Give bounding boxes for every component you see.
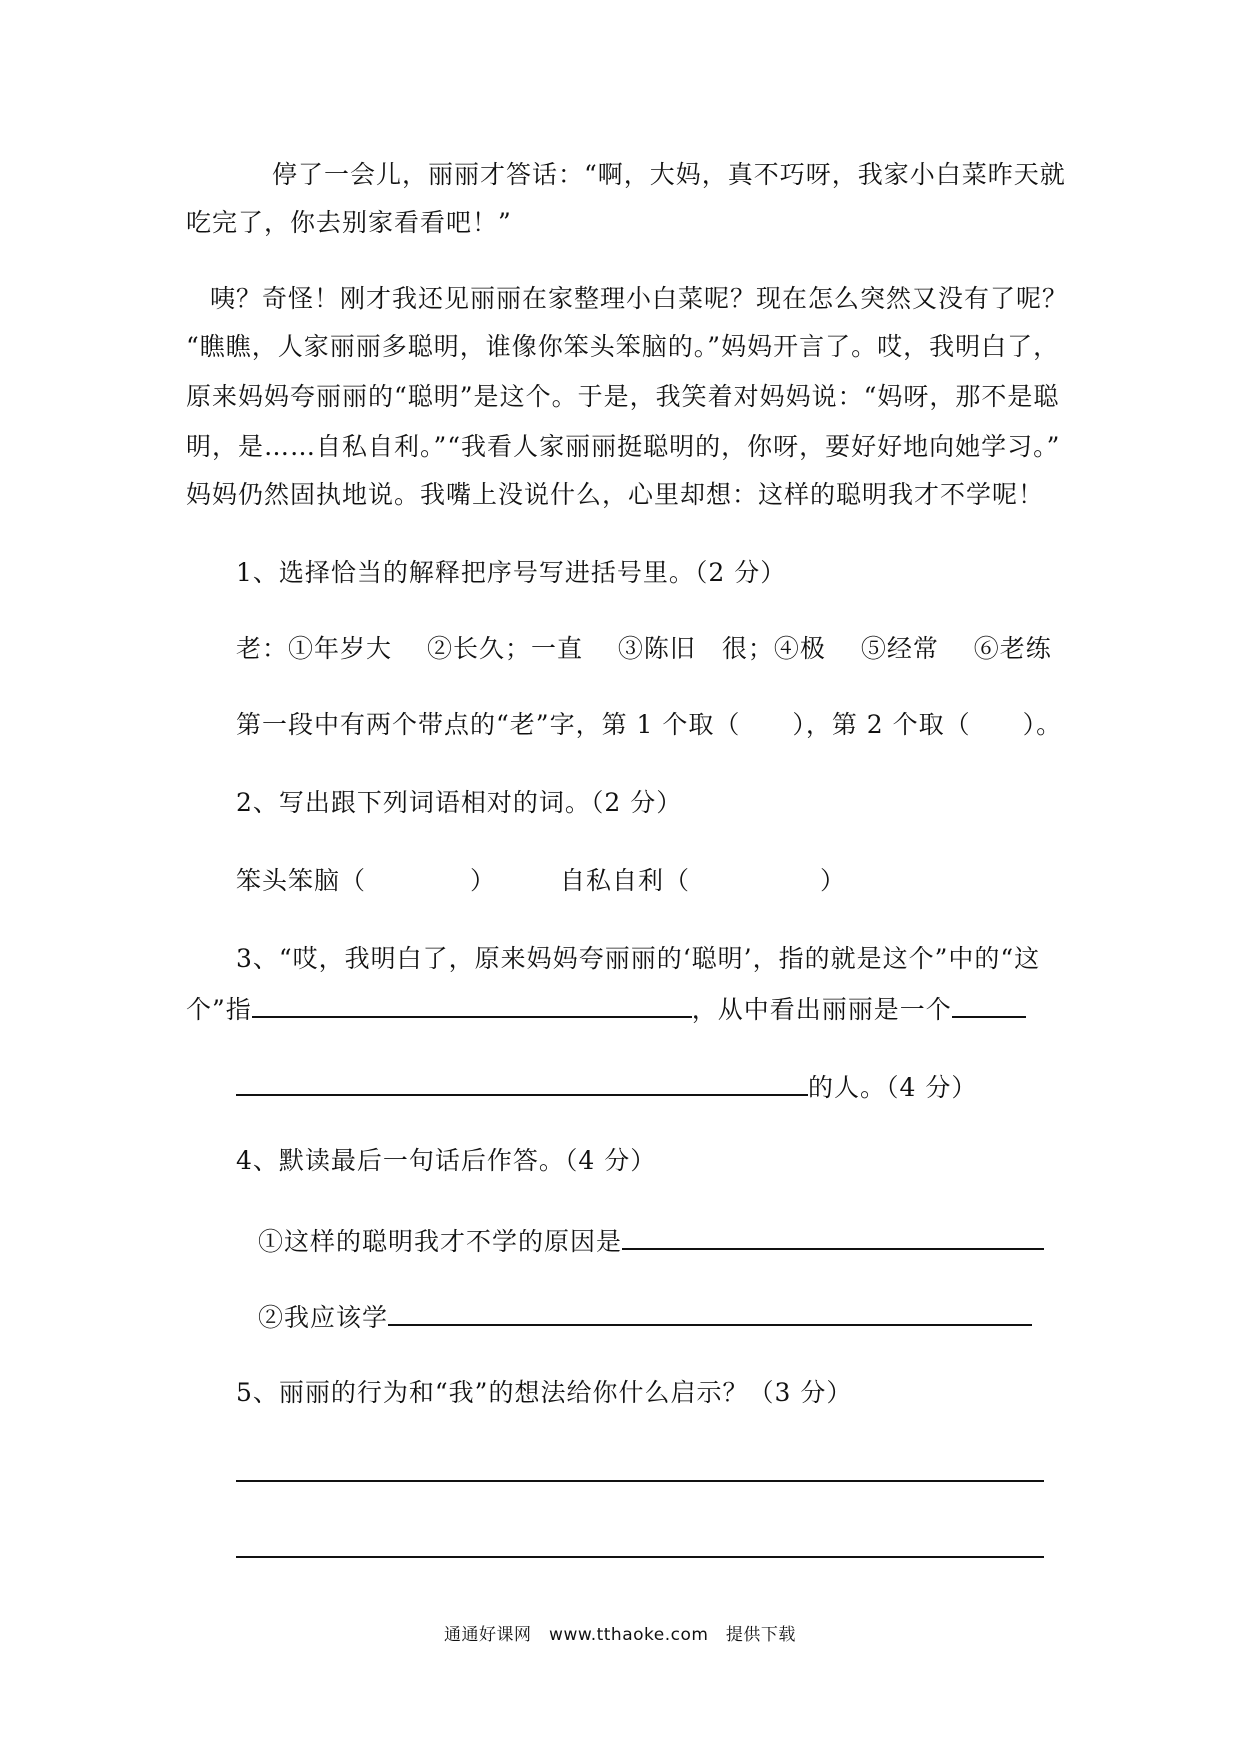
- passage-line: “瞧瞧，人家丽丽多聪明，谁像你笨头笨脑的。”妈妈开言了。哎，我明白了，: [186, 332, 1060, 361]
- passage-line: 停了一会儿，丽丽才答话：“啊，大妈，真不巧呀，我家小白菜昨天就: [272, 160, 1066, 189]
- question-1-stem: 1、选择恰当的解释把序号写进括号里。（2 分）: [236, 558, 787, 587]
- question-4-sub-1: [258, 1222, 1044, 1259]
- answer-line[interactable]: [236, 1480, 1044, 1482]
- question-4-sub-2: [258, 1298, 1032, 1335]
- question-3-middle: ，从中看出丽丽是一个: [691, 995, 952, 1024]
- question-1-ask: 第一段中有两个带点的“老”字，第 1 个取（ ），第 2 个取（ ）。: [236, 710, 1063, 739]
- passage-line: 妈妈仍然固执地说。我嘴上没说什么，心里却想：这样的聪明我才不学呢！: [186, 480, 1045, 509]
- question-2-word-1: 笨头笨脑（ ）: [236, 866, 497, 895]
- question-3-line-3: [236, 1068, 977, 1105]
- passage-line: 咦？奇怪！刚才我还见丽丽在家整理小白菜呢？现在怎么突然又没有了呢？: [210, 284, 1069, 313]
- question-3-line-2: [186, 990, 1026, 1027]
- question-2-stem: 2、写出跟下列词语相对的词。（2 分）: [236, 788, 683, 817]
- answer-blank[interactable]: [236, 1068, 808, 1096]
- question-3-end: 的人。（4 分）: [808, 1073, 978, 1102]
- question-2-word-2: 自私自利（ ）: [560, 866, 847, 895]
- question-4-sub-2-label: ②我应该学: [258, 1303, 389, 1332]
- passage-line: 吃完了，你去别家看看吧！”: [186, 208, 512, 237]
- answer-blank[interactable]: [622, 1222, 1044, 1250]
- passage-line: 明，是……自私自利。”“我看人家丽丽挺聪明的，你呀，要好好地向她学习。”: [186, 432, 1061, 461]
- question-4-sub-1-label: ①这样的聪明我才不学的原因是: [258, 1227, 623, 1256]
- question-3-prefix: 个”指: [186, 995, 252, 1024]
- answer-blank[interactable]: [388, 1298, 1032, 1326]
- answer-blank[interactable]: [952, 990, 1026, 1018]
- question-1-options: 老：①年岁大 ②长久；一直 ③陈旧 很；④极 ⑤经常 ⑥老练: [236, 634, 1052, 663]
- passage-line: 原来妈妈夸丽丽的“聪明”是这个。于是，我笑着对妈妈说：“妈呀，那不是聪: [186, 382, 1060, 411]
- question-5-stem: 5、丽丽的行为和“我”的想法给你什么启示？（3 分）: [236, 1378, 853, 1407]
- answer-line[interactable]: [236, 1556, 1044, 1558]
- answer-blank[interactable]: [252, 990, 692, 1018]
- question-3-line-1: 3、“哎，我明白了，原来妈妈夸丽丽的‘聪明’，指的就是这个”中的“这: [236, 944, 1041, 973]
- question-4-stem: 4、默读最后一句话后作答。（4 分）: [236, 1146, 657, 1175]
- footer-credit: 通通好课网 www.tthaoke.com 提供下载: [444, 1625, 796, 1645]
